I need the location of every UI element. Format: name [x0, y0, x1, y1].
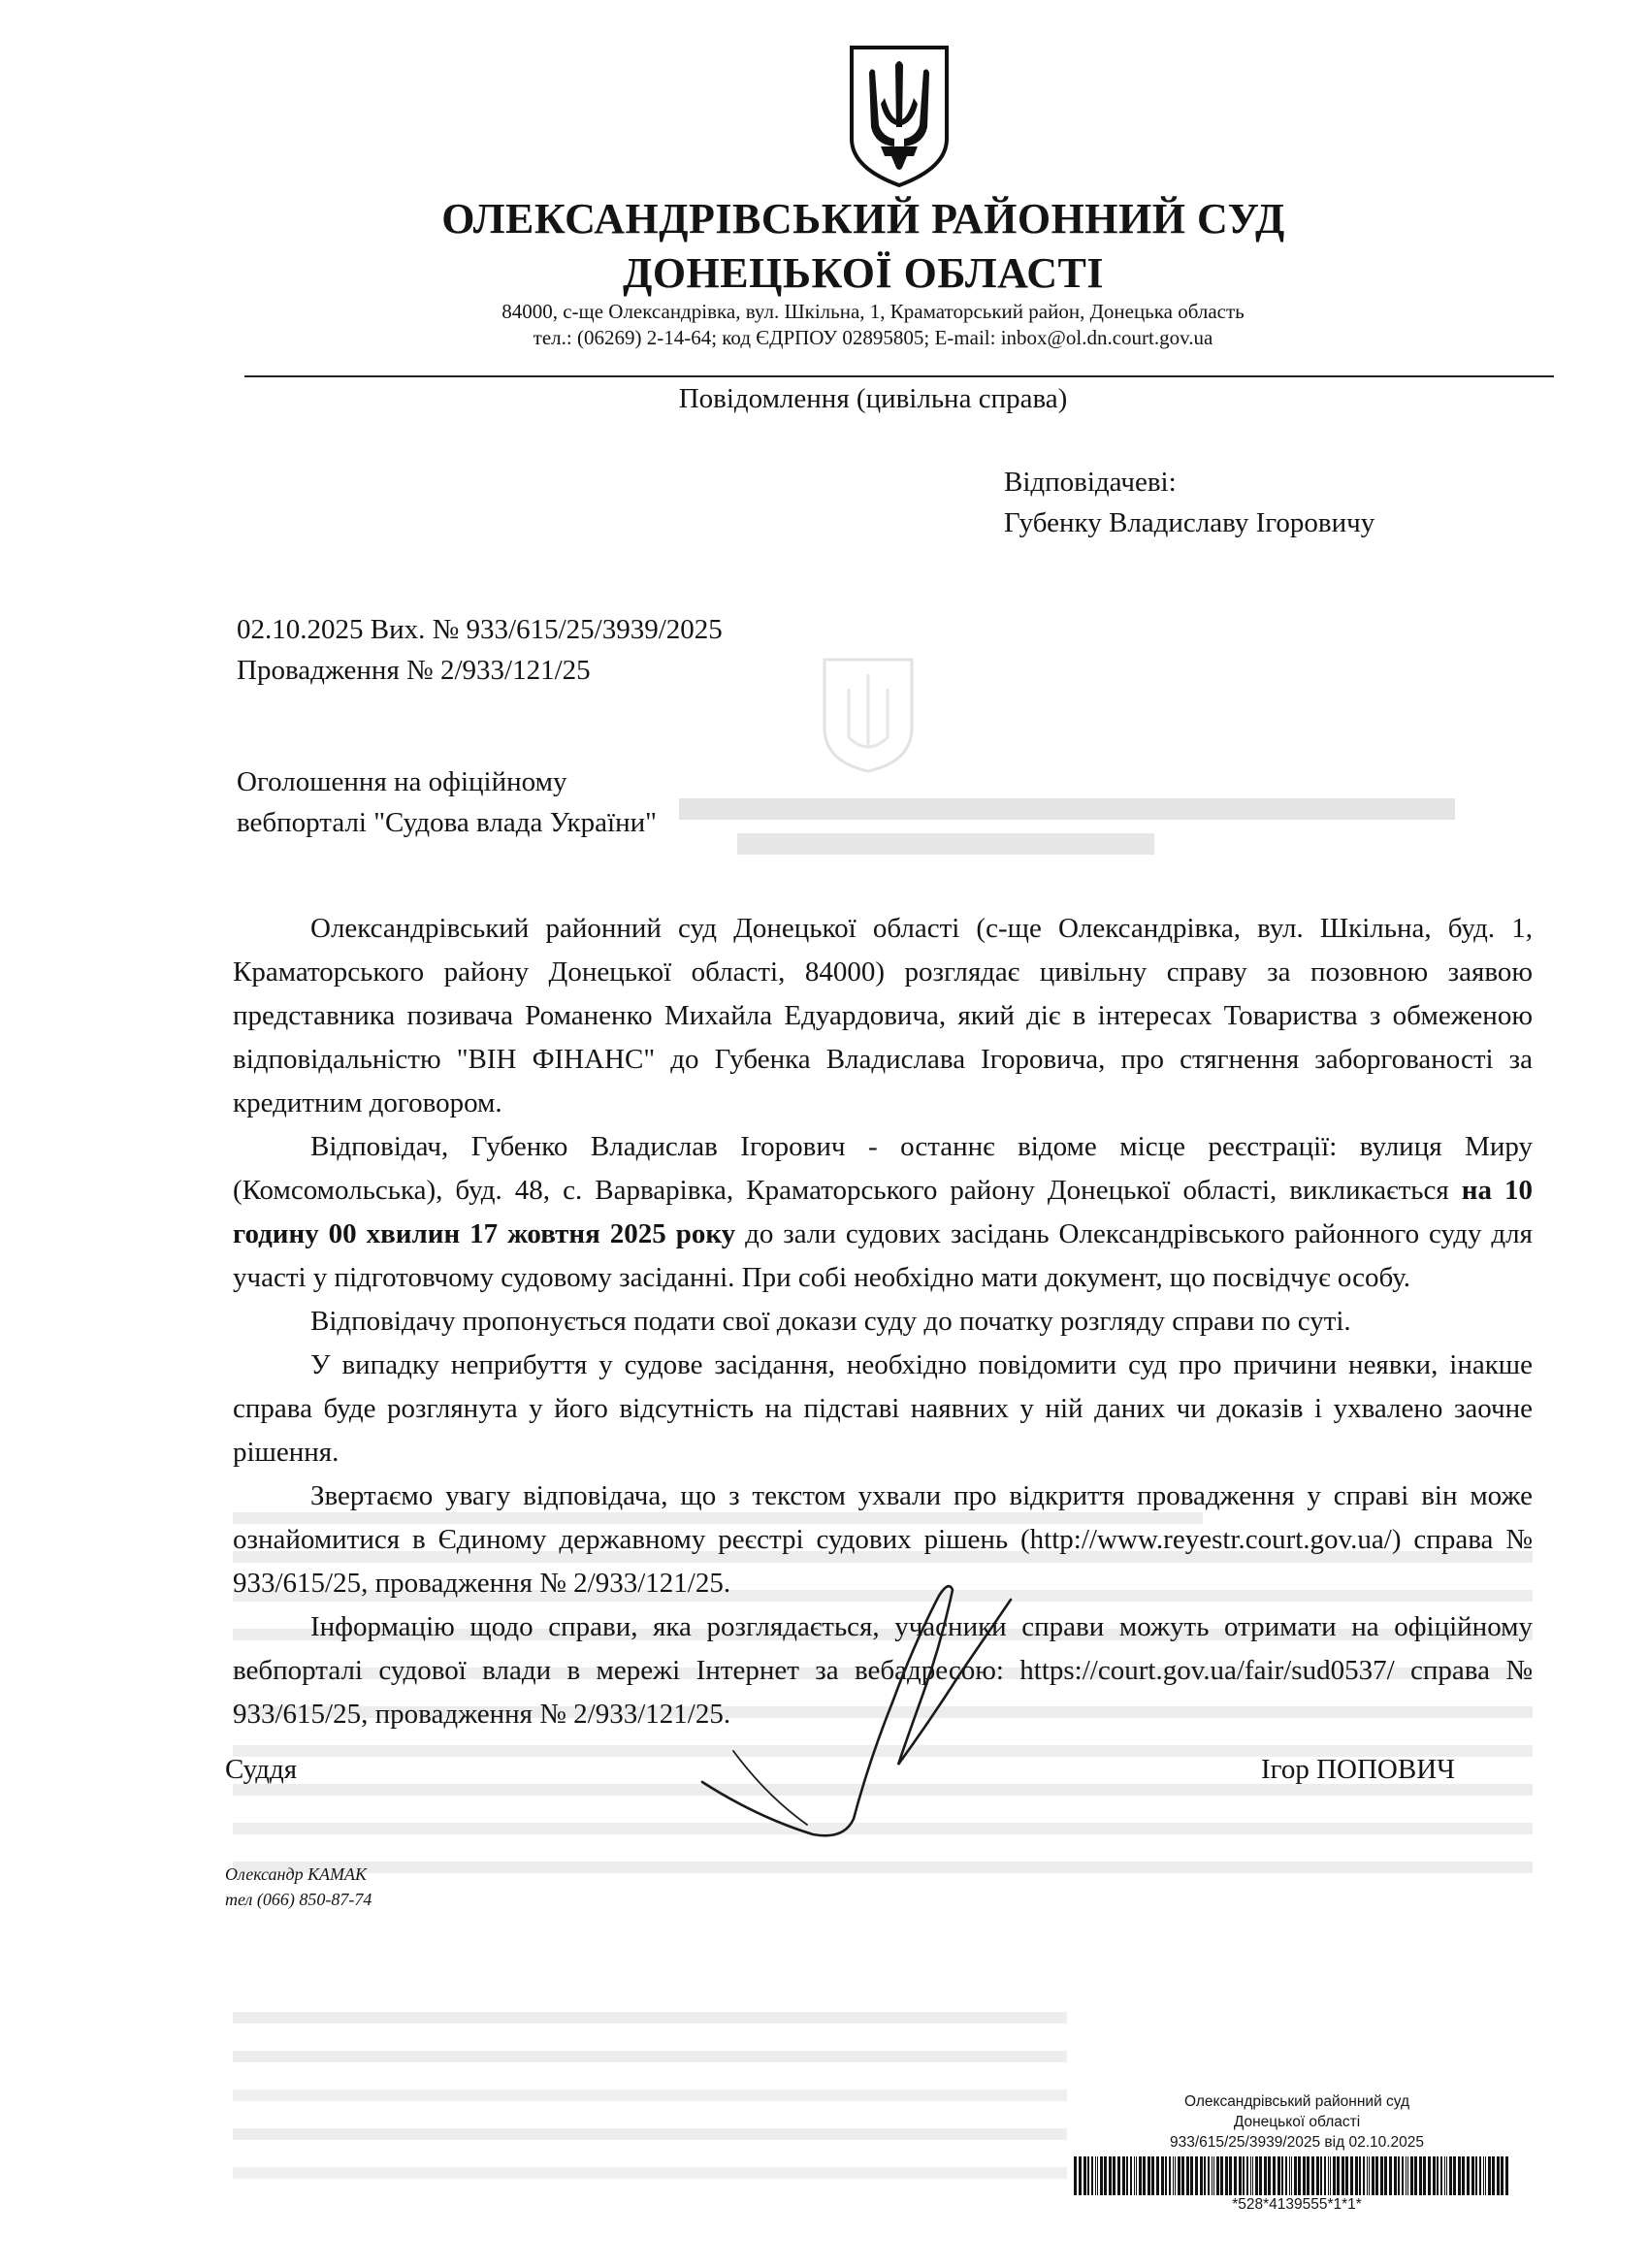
addressee-label: Відповідачеві:	[1004, 467, 1177, 498]
header-divider	[244, 375, 1554, 377]
barcode-text: *528*4139555*1*1*	[1232, 2196, 1362, 2213]
summons-text-before: Відповідач, Губенко Владислав Ігорович - останнє відоме місце реєстрації: вулиця Миру (Комсомольська), буд. 48, с. Варварівка, Краматорського району Донецької області, викликається	[233, 1131, 1533, 1206]
registration-stamp	[1079, 2091, 1515, 2153]
executor-name: Олександр КАМАК	[225, 1864, 367, 1884]
bleed-through-heading	[679, 791, 1474, 888]
announcement-line1: Оголошення на офіційному	[237, 766, 567, 797]
signature-role: Суддя	[225, 1754, 298, 1785]
court-contacts: тел.: (06269) 2-14-64; код ЄДРПОУ 02895805; E-mail: inbox@ol.dn.court.gov.ua	[533, 326, 1213, 349]
document-type: Повідомлення (цивільна справа)	[678, 383, 1068, 414]
outgoing-number: 02.10.2025 Вих. № 933/615/25/3939/2025	[237, 614, 723, 645]
stamp-registration-number: 933/615/25/3939/2025 від 02.10.2025	[1169, 2134, 1425, 2151]
trident-emblem	[846, 44, 953, 189]
paragraph-absence: У випадку неприбуття у судове засідання, необхідно повідомити суд про причини неявки, інакше справа буде розглянута у його відсутність на підставі наявних у ній даних чи доказів і ухвалено заочне рішення.	[233, 1349, 1533, 1468]
announcement-line2: вебпорталі "Судова влада України"	[237, 807, 657, 838]
paragraph-summons	[233, 1125, 1533, 1300]
proceeding-number: Провадження № 2/933/121/25	[237, 655, 591, 686]
bleed-through-text-bottom	[233, 1998, 1067, 2251]
paragraph-registry: Звертаємо увагу відповідача, що з текстом ухвали про відкриття провадження у справі він може ознайомитися в Єдиному державному реєстрі судових рішень (http://www.reyestr.court.gov.ua/) справа № 933/615/25, провадження № 2/933/121/25.	[233, 1480, 1533, 1599]
executor-phone: тел (066) 850-87-74	[225, 1890, 372, 1909]
stamp-court-line2: Донецької області	[1233, 2114, 1361, 2130]
addressee-name: Губенку Владиславу Ігоровичу	[1004, 507, 1375, 538]
paragraph-evidence: Відповідачу пропонується подати свої докази суду до початку розгляду справи по суті.	[310, 1306, 1351, 1337]
paragraph-webportal: Інформацію щодо справи, яка розглядається, учасники справи можуть отримати на офіційному вебпорталі судової влади в мережі Інтернет за вебадресою: https://court.gov.ua/fair/sud0537/ справа № 933/615/25, провадження № 2/933/121/25.	[233, 1611, 1533, 1730]
summons-text-after: до зали судових засідань Олександрівського районного суду для участі у підготовчому судовому засіданні. При собі необхідно мати документ, що посвідчує особу.	[233, 1218, 1533, 1293]
judge-name: Ігор ПОПОВИЧ	[1261, 1754, 1455, 1785]
hearing-datetime: на 10 годину 00 хвилин 17 жовтня 2025 року	[233, 1175, 1533, 1249]
court-name-line2: ДОНЕЦЬКОЇ ОБЛАСТІ	[623, 249, 1104, 297]
handwritten-signature	[698, 1557, 1018, 1838]
court-name-line1: ОЛЕКСАНДРІВСЬКИЙ РАЙОННИЙ СУД	[441, 195, 1285, 243]
court-address: 84000, с-ще Олександрівка, вул. Шкільна, 1, Краматорський район, Донецька область	[501, 300, 1245, 323]
paragraph-case-description: Олександрівський районний суд Донецької області (с-ще Олександрівка, вул. Шкільна, буд. 1, Краматорського району Донецької області, 84000) розглядає цивільну справу за позовною заявою представника позивача Романенко Михайла Едуардовича, який діє в інтересах Товариства з обмеженою відповідальністю "ВІН ФІНАНС" до Губенка Владислава Ігоровича, про стягнення заборгованості за кредитним договором.	[233, 913, 1533, 1118]
barcode	[1072, 2156, 1516, 2195]
stamp-court-line1: Олександрівський районний суд	[1183, 2093, 1410, 2110]
bleed-through-emblem	[815, 650, 922, 776]
